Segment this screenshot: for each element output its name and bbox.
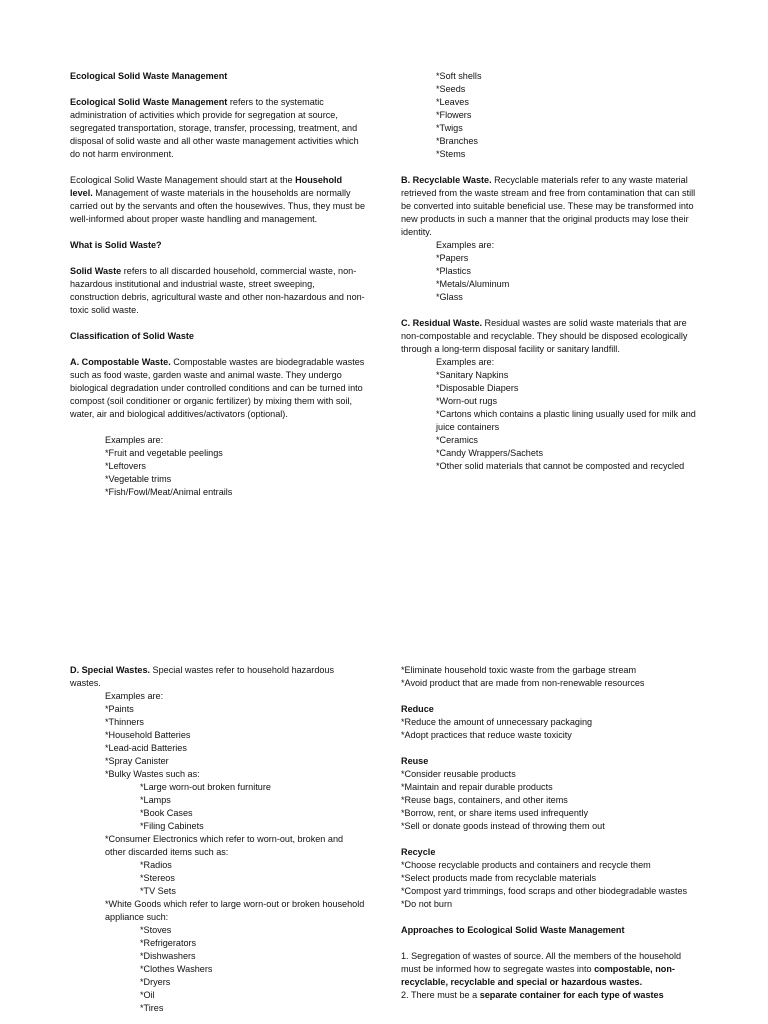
- list-item: *Papers: [436, 253, 469, 263]
- list-item: *Sanitary Napkins: [436, 370, 509, 380]
- list-item: *Ceramics: [436, 435, 478, 445]
- list-item: *Glass: [436, 292, 463, 302]
- list-item: *Cartons which contains a plastic lining usually used for milk and juice containers: [436, 409, 696, 432]
- list-item: *Maintain and repair durable products: [401, 782, 553, 792]
- list-item: *Candy Wrappers/Sachets: [436, 448, 543, 458]
- list-item: *Other solid materials that cannot be composted and recycled: [436, 461, 685, 471]
- approaches-heading: Approaches to Ecological Solid Waste Management: [401, 925, 625, 935]
- list-item: *Paints: [105, 704, 134, 714]
- page2-left-column: [70, 664, 366, 1015]
- residual-paragraph: [401, 317, 701, 356]
- special-text: Special wastes refer to household hazardous wastes.: [70, 665, 335, 688]
- list-item: *Consider reusable products: [401, 769, 516, 779]
- list-item: *Worn-out rugs: [436, 396, 497, 406]
- household-paragraph: [70, 174, 366, 226]
- recycle-heading: Recycle: [401, 847, 436, 857]
- reuse-heading: Reuse: [401, 756, 429, 766]
- list-item: *Do not burn: [401, 899, 453, 909]
- list-item: *Plastics: [436, 266, 471, 276]
- list-item: *Household Batteries: [105, 730, 191, 740]
- list-item: *Filing Cabinets: [140, 821, 204, 831]
- list-item: *Fruit and vegetable peelings: [105, 448, 223, 458]
- document-title: Ecological Solid Waste Management: [70, 71, 228, 81]
- list-item: *Twigs: [436, 123, 463, 133]
- list-item: *Lamps: [140, 795, 171, 805]
- what-heading: What is Solid Waste?: [70, 240, 162, 250]
- list-item: *Sell or donate goods instead of throwing them out: [401, 821, 605, 831]
- list-item: *White Goods which refer to large worn-out or broken household appliance such:: [105, 899, 365, 922]
- special-paragraph: [70, 664, 366, 690]
- residual-text: Residual wastes are solid waste materials that are non-compostable and recyclable. They should be disposed ecologically through a long-term disposal facility or sanitary landfill.: [401, 318, 688, 354]
- page2-right-column: [401, 664, 701, 1002]
- list-item: *Stems: [436, 149, 466, 159]
- list-item: *Dishwashers: [140, 951, 196, 961]
- list-item: *Lead-acid Batteries: [105, 743, 187, 753]
- residual-examples: [401, 356, 701, 473]
- solid-waste-text: refers to all discarded household, commercial waste, non-hazardous institutional and industrial waste, street sweeping, construction debris, agricultural waste and other non-hazardous and non-toxic solid waste.: [70, 266, 365, 315]
- list-item: *Metals/Aluminum: [436, 279, 510, 289]
- list-item: *Stereos: [140, 873, 175, 883]
- list-item: *Spray Canister: [105, 756, 169, 766]
- consumer-electronics: [70, 833, 366, 859]
- list-item: *Seeds: [436, 84, 466, 94]
- list-item: *Tires: [140, 1003, 164, 1013]
- list-item: *Refrigerators: [140, 938, 197, 948]
- list-item: *Consumer Electronics which refer to worn-out, broken and other discarded items such as:: [105, 834, 344, 857]
- special-term: D. Special Wastes.: [70, 665, 151, 675]
- list-item: *Thinners: [105, 717, 144, 727]
- bulky-items: [70, 781, 366, 833]
- classification-heading: Classification of Solid Waste: [70, 331, 194, 341]
- consumer-items: [70, 859, 366, 898]
- reduce-heading: Reduce: [401, 704, 434, 714]
- page1-left-column: [70, 70, 366, 499]
- list-item: *Vegetable trims: [105, 474, 172, 484]
- list-item: *Branches: [436, 136, 478, 146]
- list-item: *Fish/Fowl/Meat/Animal entrails: [105, 487, 233, 497]
- solid-waste-term: Solid Waste: [70, 266, 122, 276]
- examples-label: Examples are:: [105, 691, 164, 701]
- intro-term: Ecological Solid Waste Management: [70, 97, 228, 107]
- compostable-text: Compostable wastes are biodegradable wastes such as food waste, garden waste and animal waste. They undergo biological degradation under controlled conditions and can be turned into compost (soil conditioner or organic fertilizer) by mixing them with soil, water, air and biological additives/activators (optional).: [70, 357, 365, 419]
- approach-1-text: 1. Segregation of wastes of source. All the members of the household must be informed how to segregate wastes into: [401, 951, 682, 974]
- white-goods: [70, 898, 366, 924]
- page1-right-column: [401, 70, 701, 473]
- list-item: *Clothes Washers: [140, 964, 213, 974]
- household-post: Management of waste materials in the households are normally carried out by the servants and often the housewives. Thus, they must be well-informed about proper waste handling and management.: [70, 188, 366, 224]
- intro-text: refers to the systematic administration of activities which provide for segregation at source, segregated transportation, storage, transfer, processing, treatment, and disposal of solid waste and all other waste management activities which do not harm environment.: [70, 97, 359, 159]
- list-item: *Avoid product that are made from non-renewable resources: [401, 678, 645, 688]
- list-item: *TV Sets: [140, 886, 176, 896]
- list-item: *Bulky Wastes such as:: [105, 769, 200, 779]
- list-item: *Reuse bags, containers, and other items: [401, 795, 568, 805]
- list-item: *Stoves: [140, 925, 172, 935]
- approach-2: [401, 989, 701, 1002]
- list-item: *Reduce the amount of unnecessary packaging: [401, 717, 593, 727]
- list-item: *Compost yard trimmings, food scraps and other biodegradable wastes: [401, 886, 688, 896]
- examples-label: Examples are:: [436, 357, 495, 367]
- list-item: *Large worn-out broken furniture: [140, 782, 271, 792]
- solid-waste-paragraph: [70, 265, 366, 317]
- list-item: *Borrow, rent, or share items used infrequently: [401, 808, 589, 818]
- residual-term: C. Residual Waste.: [401, 318, 483, 328]
- compostable-term: A. Compostable Waste.: [70, 357, 171, 367]
- list-item: *Dryers: [140, 977, 171, 987]
- approach-1: [401, 950, 701, 989]
- recyclable-term: B. Recyclable Waste.: [401, 175, 492, 185]
- examples-label: Examples are:: [105, 435, 164, 445]
- approach-2-text: 2. There must be a: [401, 990, 480, 1000]
- household-pre: Ecological Solid Waste Management should start at the: [70, 175, 296, 185]
- recyclable-paragraph: [401, 174, 701, 239]
- list-item: *Flowers: [436, 110, 472, 120]
- compostable-paragraph: [70, 356, 366, 421]
- list-item: *Select products made from recyclable materials: [401, 873, 597, 883]
- intro-paragraph: [70, 96, 366, 161]
- list-item: *Choose recyclable products and containers and recycle them: [401, 860, 651, 870]
- compostable-examples: [70, 434, 366, 499]
- approach-1-bold: compostable, non-recyclable, recyclable and special or hazardous wastes.: [401, 964, 675, 987]
- examples-label: Examples are:: [436, 240, 495, 250]
- list-item: *Eliminate household toxic waste from the garbage stream: [401, 665, 637, 675]
- list-item: *Soft shells: [436, 71, 482, 81]
- white-items: [70, 924, 366, 1015]
- recyclable-examples: [401, 239, 701, 304]
- approach-2-bold: separate container for each type of wastes: [479, 990, 664, 1000]
- list-item: *Leaves: [436, 97, 469, 107]
- household-bold: Household level.: [70, 175, 343, 198]
- list-item: *Oil: [140, 990, 155, 1000]
- recyclable-text: Recyclable materials refer to any waste material retrieved from the waste stream and free from contamination that can still be converted into suitable beneficial use. These may be transformed into new products in such a manner that the original products may lose their identity.: [401, 175, 696, 237]
- special-examples: [70, 690, 366, 781]
- compostable-examples-cont: [401, 70, 701, 161]
- list-item: *Adopt practices that reduce waste toxicity: [401, 730, 572, 740]
- list-item: *Radios: [140, 860, 172, 870]
- list-item: *Leftovers: [105, 461, 146, 471]
- list-item: *Book Cases: [140, 808, 193, 818]
- list-item: *Disposable Diapers: [436, 383, 519, 393]
